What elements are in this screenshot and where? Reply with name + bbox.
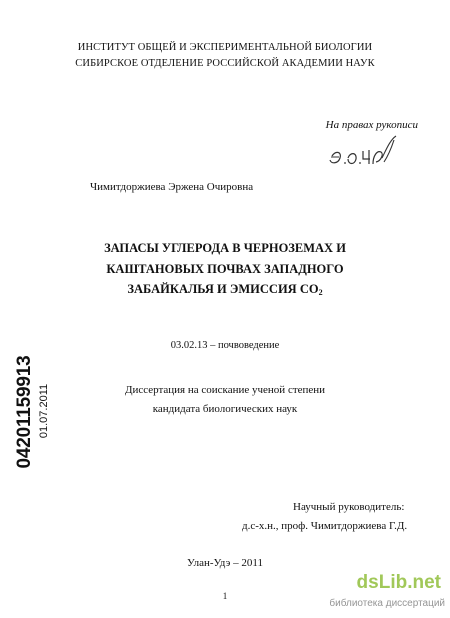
- dissertation-title: [0, 238, 450, 304]
- page-number: 1: [222, 591, 228, 601]
- supervisor-name: д.с-х.н., проф. Чимитдоржиева Г.Д.: [242, 520, 408, 532]
- title-subscript: 2: [318, 288, 323, 297]
- title-line-3-text: ЗАБАЙКАЛЬЯ И ЭМИССИЯ СО: [127, 282, 319, 296]
- specialty-code: 03.02.13 – почвоведение: [170, 340, 280, 351]
- city-year: Улан-Удэ – 2011: [187, 557, 263, 569]
- watermark-logo: dsLib.net: [356, 572, 441, 593]
- dslib-watermark: [327, 572, 449, 616]
- degree-line-1: Диссертация на соискание ученой степени: [124, 384, 326, 396]
- institute-header: [0, 40, 450, 72]
- supervisor-label: Научный руководитель:: [293, 501, 405, 513]
- degree-line-2: кандидата биологических наук: [152, 403, 298, 415]
- degree-statement: [0, 381, 450, 419]
- title-line-2: КАШТАНОВЫХ ПОЧВАХ ЗАПАДНОГО: [106, 261, 344, 276]
- institute-line-1: ИНСТИТУТ ОБЩЕЙ И ЭКСПЕРИМЕНТАЛЬНОЙ БИОЛОГИИ: [77, 42, 373, 53]
- institute-line-2: СИБИРСКОЕ ОТДЕЛЕНИЕ РОССИЙСКОЙ АКАДЕМИИ НАУК: [75, 58, 375, 69]
- title-line-1: ЗАПАСЫ УГЛЕРОДА В ЧЕРНОЗЕМАХ И: [104, 241, 346, 255]
- manuscript-rights-note: На правах рукописи: [325, 119, 418, 131]
- watermark-subtitle: библиотека диссертаций: [329, 598, 445, 609]
- handwritten-signature: [326, 134, 400, 176]
- title-line-3: [0, 279, 450, 304]
- library-stamp: [4, 345, 48, 495]
- stamp-date: 01.07.2011: [38, 383, 50, 439]
- author-name: Чимитдоржиева Эржена Очировна: [90, 181, 254, 193]
- stamp-code: 04201159913: [14, 355, 35, 469]
